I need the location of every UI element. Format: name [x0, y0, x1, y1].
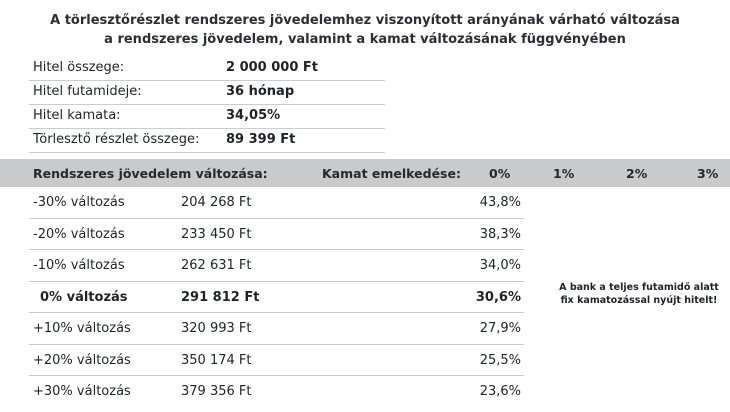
info-label: Hitel futamideje:	[33, 84, 142, 99]
title-line-2: a rendszeres jövedelem, valamint a kamat változásának függvényében	[104, 32, 626, 47]
info-value: 34,05%	[226, 108, 281, 123]
income-change-cell: +30% változás	[33, 384, 131, 399]
info-label: Hitel kamata:	[33, 108, 121, 123]
header-income-change: Rendszeres jövedelem változása:	[33, 166, 268, 181]
income-change-cell: -30% változás	[33, 195, 125, 210]
income-cell: 262 631 Ft	[181, 258, 252, 273]
info-value: 2 000 000 Ft	[226, 60, 318, 75]
page-title	[0, 11, 730, 49]
loan-info-table	[29, 57, 385, 153]
table-row-baseline	[29, 282, 524, 314]
info-row-amount	[29, 57, 385, 81]
ratio-cell: 25,5%	[479, 352, 521, 368]
table-row	[29, 313, 524, 345]
income-change-cell: -20% változás	[33, 226, 125, 242]
note-line-2: fix kamatozással nyújt hitelt!	[560, 295, 718, 306]
header-rate-0: 0%	[489, 166, 511, 181]
income-change-cell: 0% változás	[40, 289, 128, 305]
income-cell: 204 268 Ft	[181, 195, 252, 210]
income-change-cell: -10% változás	[33, 258, 125, 273]
ratio-cell: 23,6%	[479, 384, 521, 399]
table-row	[29, 250, 524, 282]
table-header	[0, 159, 730, 187]
fixed-rate-note	[557, 281, 721, 307]
table-row	[29, 219, 524, 251]
header-rate-2: 2%	[626, 166, 648, 181]
income-cell: 350 174 Ft	[181, 352, 252, 368]
ratio-cell: 34,0%	[479, 258, 521, 273]
ratio-cell: 38,3%	[479, 226, 521, 242]
income-cell: 320 993 Ft	[181, 321, 252, 336]
ratio-cell: 30,6%	[475, 289, 521, 305]
info-row-rate	[29, 105, 385, 129]
ratio-cell: 43,8%	[479, 195, 521, 210]
scenario-table	[29, 187, 524, 408]
info-row-term	[29, 81, 385, 105]
info-label: Hitel összege:	[33, 60, 125, 75]
header-rate-1: 1%	[553, 166, 575, 181]
income-cell: 233 450 Ft	[181, 226, 252, 242]
table-row	[29, 345, 524, 377]
info-label: Törlesztő részlet összege:	[33, 132, 200, 147]
table-row	[29, 376, 524, 408]
income-change-cell: +10% változás	[33, 321, 131, 336]
note-line-1: A bank a teljes futamidő alatt	[559, 282, 719, 293]
header-rate-3: 3%	[697, 166, 719, 181]
ratio-cell: 27,9%	[479, 321, 521, 336]
info-row-installment	[29, 129, 385, 153]
info-value: 36 hónap	[226, 84, 295, 99]
title-line-1: A törlesztőrészlet rendszeres jövedelemhez viszonyított arányának várható változása	[50, 13, 680, 28]
income-cell: 291 812 Ft	[181, 289, 260, 305]
info-value: 89 399 Ft	[226, 132, 296, 147]
table-row	[29, 187, 524, 219]
income-cell: 379 356 Ft	[181, 384, 252, 399]
income-change-cell: +20% változás	[33, 352, 131, 368]
header-rate-increase: Kamat emelkedése:	[322, 166, 461, 181]
